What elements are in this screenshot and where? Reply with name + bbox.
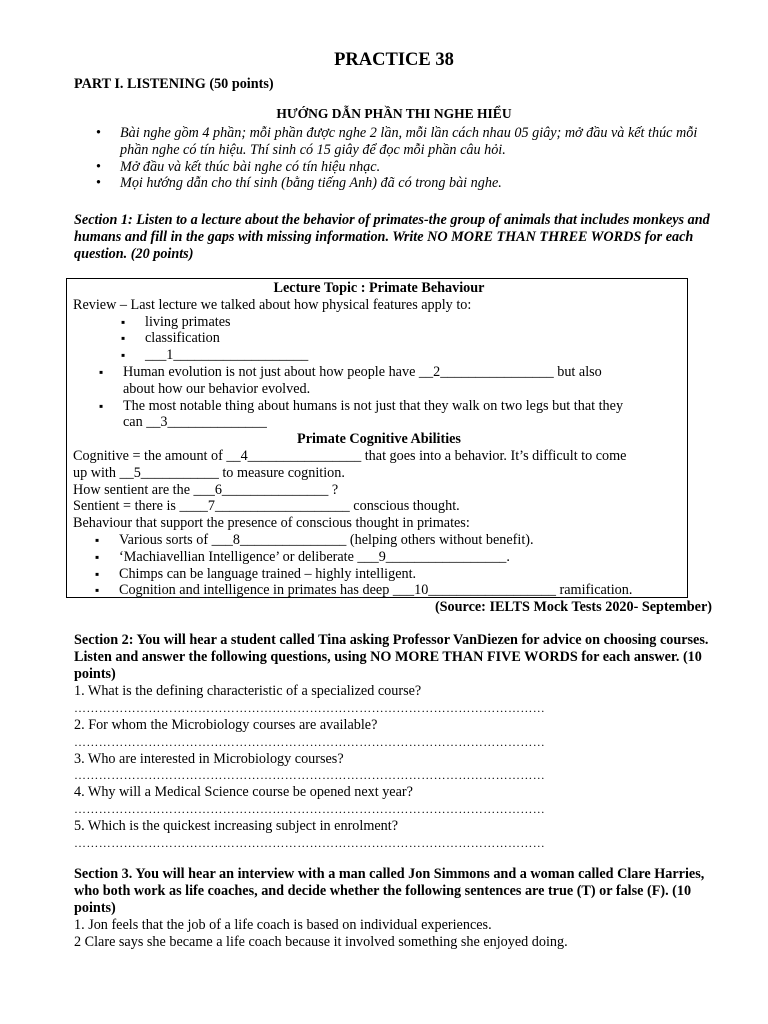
cognitive-line: up with __5___________ to measure cognition. (73, 464, 345, 481)
section3-heading: Section 3. You will hear an interview with a man called Jon Simmons and a woman called Clare Harries, who both work as life coaches, and decide whether the following sentences are true (T) or false (F). (10 points) (74, 866, 705, 916)
gap-1: ▪ ___1___________________ (145, 347, 685, 364)
instruction-item: • Mọi hướng dẫn cho thí sinh (bằng tiếng Anh) đã có trong bài nghe. (96, 175, 726, 192)
section2-heading: Section 2: You will hear a student called Tina asking Professor VanDiezen for advice on choosing courses. Listen and answer the following questions, using NO MORE THAN FIVE WORDS for each answer. (10 points) (74, 632, 709, 682)
sentient-definition: Sentient = there is ____7___________________ conscious thought. (73, 498, 460, 515)
question: 4. Why will a Medical Science course be opened next year? (74, 784, 413, 801)
cognitive-line: Cognitive = the amount of __4________________ that goes into a behavior. It’s difficult to come (73, 447, 627, 464)
point-item (123, 364, 685, 398)
source-note: (Source: IELTS Mock Tests 2020- September) (434, 599, 712, 615)
question: 5. Which is the quickest increasing subject in enrolment? (74, 818, 398, 835)
section3-statements (74, 917, 724, 951)
behaviour-intro: Behaviour that support the presence of conscious thought in primates: (73, 515, 470, 532)
answer-line[interactable]: …………………………………………………………………………………………………… (74, 802, 546, 817)
statement: 1. Jon feels that the job of a life coach is based on individual experiences. (74, 917, 492, 933)
answer-line[interactable]: …………………………………………………………………………………………………… (74, 768, 546, 783)
statement: 2 Clare says she became a life coach because it involved something she enjoyed doing. (74, 933, 568, 950)
part-heading: PART I. LISTENING (50 points) (74, 76, 274, 92)
section2-questions (74, 683, 724, 852)
behaviour-item: ▪ Cognition and intelligence in primates has deep ___10__________________ ramification. (119, 582, 685, 599)
instructions-heading: HƯỚNG DẪN PHẦN THI NGHE HIỂU (276, 106, 512, 121)
section1-heading: Section 1: Listen to a lecture about the behavior of primates-the group of animals that includes monkeys and humans and fill in the gaps with missing information. Write NO MORE THAN THREE WORDS for each question. (20 points) (74, 212, 710, 262)
question: 3. Who are interested in Microbiology courses? (74, 750, 344, 767)
point-item (123, 398, 685, 432)
page-title: PRACTICE 38 (334, 50, 454, 70)
review-list (73, 314, 685, 364)
point-text: Human evolution is not just about how people have __2________________ but also (123, 363, 602, 380)
behaviour-item: ▪ ‘Machiavellian Intelligence’ or deliberate ___9_________________. (119, 549, 685, 566)
answer-line[interactable]: …………………………………………………………………………………………………… (74, 835, 546, 850)
point-text: can __3______________ (123, 414, 267, 431)
instruction-item: • Mở đầu và kết thúc bài nghe có tín hiệu nhạc. (96, 159, 726, 176)
instruction-item: • Bài nghe gồm 4 phần; mỗi phần được nghe 2 lần, mỗi lần cách nhau 05 giây; mở đầu và kết thúc mỗi phần nghe có tín hiệu. Thí sinh có 15 giây để đọc mỗi phần câu hỏi. (96, 125, 726, 159)
instructions-list (96, 125, 726, 192)
point-text: about how our behavior evolved. (123, 380, 311, 397)
review-item: ▪ living primates (145, 314, 685, 331)
lecture-box (66, 278, 688, 598)
behaviour-item: ▪ Chimps can be language trained – highly intelligent. (119, 566, 685, 583)
sentient-question: How sentient are the ___6_______________ ? (73, 481, 339, 498)
points-list (73, 364, 685, 431)
answer-line[interactable]: …………………………………………………………………………………………………… (74, 734, 546, 749)
cognitive-subheading: Primate Cognitive Abilities (297, 431, 461, 448)
answer-line[interactable]: …………………………………………………………………………………………………… (74, 700, 546, 715)
review-item: ▪ classification (145, 330, 685, 347)
question: 1. What is the defining characteristic of a specialized course? (74, 683, 422, 699)
point-text: The most notable thing about humans is not just that they walk on two legs but that they (123, 397, 624, 414)
question: 2. For whom the Microbiology courses are available? (74, 716, 378, 733)
behaviour-list (73, 532, 685, 599)
behaviour-item: ▪ Various sorts of ___8_______________ (helping others without benefit). (119, 532, 685, 549)
review-line: Review – Last lecture we talked about how physical features apply to: (73, 296, 472, 313)
lecture-topic: Lecture Topic : Primate Behaviour (273, 280, 485, 296)
